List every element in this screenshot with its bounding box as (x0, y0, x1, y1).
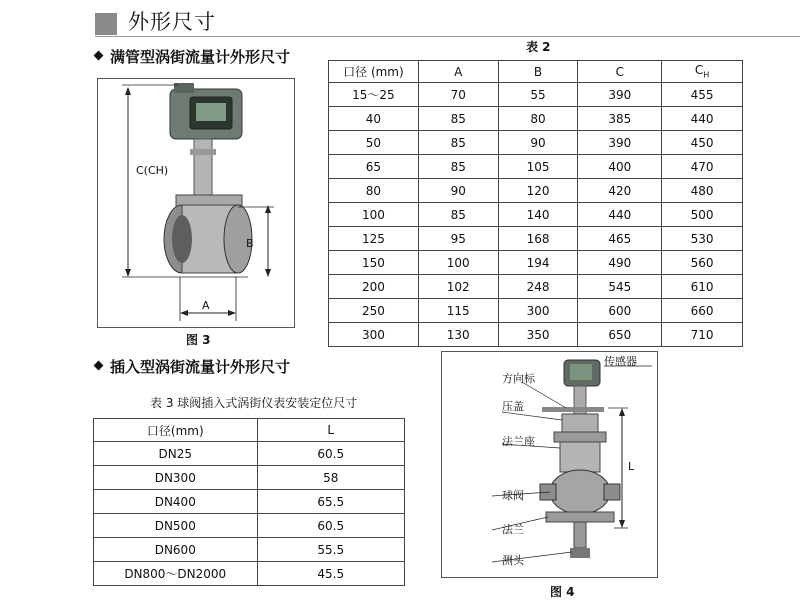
table-cell: 85 (418, 107, 498, 131)
table-cell: 300 (329, 323, 419, 347)
header-block-icon (95, 13, 117, 35)
table-row (94, 490, 405, 514)
table-cell: 440 (662, 107, 743, 131)
table-2-caption: 表 2 (526, 40, 551, 54)
dimension-c-label: C(CH) (136, 164, 169, 177)
table-cell: 450 (662, 131, 743, 155)
figure-3-photo (97, 78, 295, 328)
table-cell: 105 (498, 155, 578, 179)
table-cell: 390 (578, 131, 662, 155)
table-cell: 168 (498, 227, 578, 251)
label-direction-marker: 方向标 (502, 372, 535, 385)
table-cell: 50 (329, 131, 419, 155)
table-cell: 80 (498, 107, 578, 131)
table-cell: DN800～DN2000 (94, 562, 258, 586)
table-cell: 40 (329, 107, 419, 131)
table-cell: 610 (662, 275, 743, 299)
table-cell: 465 (578, 227, 662, 251)
table-cell: 45.5 (257, 562, 404, 586)
label-probe: 测头 (502, 554, 524, 567)
label-flange: 法兰 (502, 523, 524, 536)
table-cell: 85 (418, 131, 498, 155)
table-cell: 65 (329, 155, 419, 179)
table-cell: DN300 (94, 466, 258, 490)
table-cell: 350 (498, 323, 578, 347)
table-cell: 150 (329, 251, 419, 275)
table-row (94, 442, 405, 466)
dimension-a-label: A (202, 299, 210, 312)
section-title-text: 插入型涡街流量计外形尺寸 (110, 358, 291, 376)
table-row (329, 155, 743, 179)
table-cell: 650 (578, 323, 662, 347)
table-cell: 710 (662, 323, 743, 347)
table-cell: DN25 (94, 442, 258, 466)
table-cell: DN500 (94, 514, 258, 538)
label-flange-seat: 法兰座 (502, 435, 535, 448)
figure-4-photo (441, 351, 658, 578)
table-cell: 58 (257, 466, 404, 490)
table-cell: 200 (329, 275, 419, 299)
table-row (94, 538, 405, 562)
header-divider (95, 36, 800, 37)
table-row (94, 466, 405, 490)
section-title-insertion (95, 356, 290, 377)
figure-3-caption: 图 3 (186, 333, 211, 347)
flowmeter-insertion-drawing (442, 352, 657, 577)
table-row (329, 83, 743, 107)
table-cell: DN600 (94, 538, 258, 562)
table-cell: 15～25 (329, 83, 419, 107)
table-cell: 65.5 (257, 490, 404, 514)
table-cell: 530 (662, 227, 743, 251)
table-cell: 120 (498, 179, 578, 203)
table-cell: 490 (578, 251, 662, 275)
table-cell: 100 (329, 203, 419, 227)
header-cell-c: C (694, 63, 704, 78)
table-cell: 300 (498, 299, 578, 323)
header-cell: A (418, 61, 498, 83)
diamond-bullet-icon (94, 51, 104, 61)
figure-4-caption: 图 4 (550, 585, 575, 599)
table-cell: 85 (418, 203, 498, 227)
table-2 (328, 60, 743, 347)
header-cell: 口径 (mm) (329, 61, 419, 83)
table-cell: 55 (498, 83, 578, 107)
section-title-text: 满管型涡街流量计外形尺寸 (110, 48, 291, 66)
table-cell: 140 (498, 203, 578, 227)
table-cell: 115 (418, 299, 498, 323)
table-cell: 600 (578, 299, 662, 323)
header-cell: B (498, 61, 578, 83)
table-3-caption: 表 3 球阀插入式涡街仪表安装定位尺寸 (150, 396, 358, 410)
table-row (329, 203, 743, 227)
table-cell: 70 (418, 83, 498, 107)
table-cell: 400 (578, 155, 662, 179)
table-row (329, 227, 743, 251)
table-cell: 130 (418, 323, 498, 347)
label-ball-valve: 球阀 (502, 489, 524, 502)
table-cell: DN400 (94, 490, 258, 514)
diamond-bullet-icon (94, 361, 104, 371)
table-cell: 85 (418, 155, 498, 179)
table-row (329, 131, 743, 155)
table-cell: 500 (662, 203, 743, 227)
table-cell: 90 (498, 131, 578, 155)
dimension-b-label: B (246, 237, 254, 250)
table-cell: 660 (662, 299, 743, 323)
table-row (94, 562, 405, 586)
header-cell (662, 61, 743, 83)
header-cell: 口径(mm) (94, 419, 258, 442)
page-title: 外形尺寸 (128, 10, 216, 34)
table-cell: 545 (578, 275, 662, 299)
table-cell: 470 (662, 155, 743, 179)
header-cell-subscript-h: H (703, 70, 710, 80)
table-cell: 420 (578, 179, 662, 203)
table-cell: 385 (578, 107, 662, 131)
table-cell: 60.5 (257, 442, 404, 466)
table-cell: 560 (662, 251, 743, 275)
table-cell: 60.5 (257, 514, 404, 538)
table-row (329, 275, 743, 299)
table-row (329, 107, 743, 131)
flowmeter-full-pipe-drawing (98, 79, 294, 327)
table-row (329, 299, 743, 323)
table-header-row (94, 419, 405, 442)
table-cell: 125 (329, 227, 419, 251)
table-cell: 455 (662, 83, 743, 107)
table-row (329, 323, 743, 347)
table-cell: 390 (578, 83, 662, 107)
table-row (329, 179, 743, 203)
table-row (94, 514, 405, 538)
header-cell: L (257, 419, 404, 442)
table-header-row (329, 61, 743, 83)
table-cell: 95 (418, 227, 498, 251)
dimension-l-label: L (628, 460, 635, 473)
table-cell: 248 (498, 275, 578, 299)
table-cell: 80 (329, 179, 419, 203)
table-cell: 55.5 (257, 538, 404, 562)
table-cell: 250 (329, 299, 419, 323)
table-row (329, 251, 743, 275)
table-cell: 102 (418, 275, 498, 299)
table-cell: 100 (418, 251, 498, 275)
table-cell: 194 (498, 251, 578, 275)
table-cell: 440 (578, 203, 662, 227)
section-title-full-pipe (95, 46, 290, 67)
table-3 (93, 418, 405, 586)
label-sensor: 传感器 (604, 355, 637, 368)
table-cell: 90 (418, 179, 498, 203)
table-cell: 480 (662, 179, 743, 203)
label-gland: 压盖 (502, 400, 524, 413)
header-cell: C (578, 61, 662, 83)
